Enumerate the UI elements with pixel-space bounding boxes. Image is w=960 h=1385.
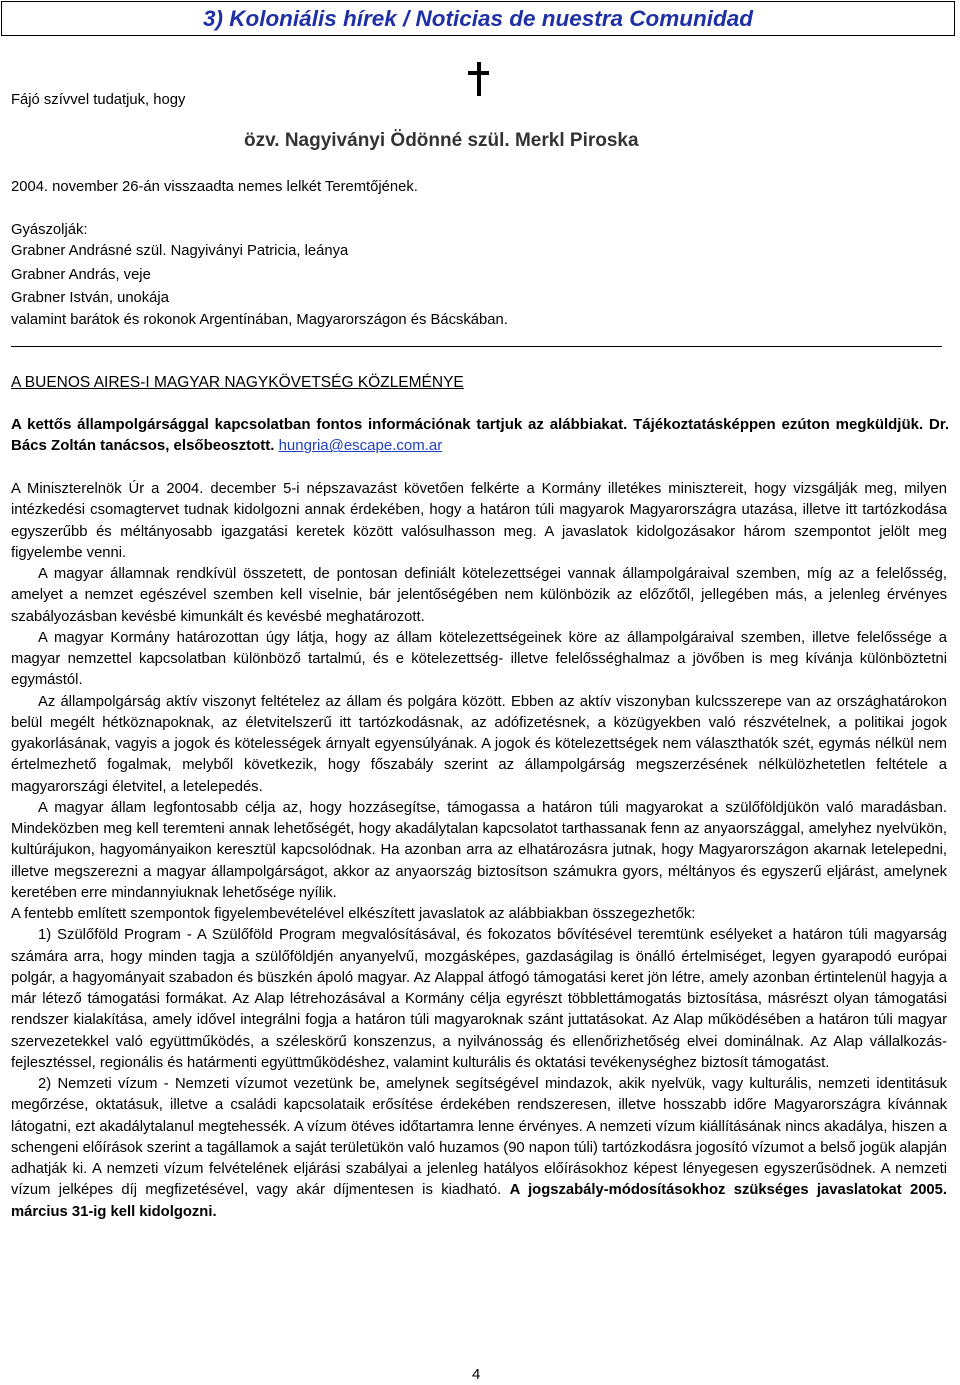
- obituary-intro: Fájó szívvel tudatjuk, hogy: [11, 92, 186, 108]
- body-paragraph: A magyar Kormány határozottan úgy látja, hogy az állam kötelezettségeinek köre az állampolgáraival szemben, illetve felelőssége a magyar nemzettel kapcsolatban különböző tartalmú, és e kötelezettség- illetve felelősséghalmaz a jövőben is meg kívánja különböztetni egymástól.: [11, 629, 947, 689]
- body-paragraph: A magyar állam legfontosabb célja az, hogy hozzásegítse, támogassa a határon túli magyarokat a szülőföldjükön való maradásban. Mindeközben meg kell teremteni annak lehetőségét, hogy akadálytalan kapcsolatot tarthassanak fenn az anyaországgal, amelyhez nyelvükön, kultúrájukon, hagyományaikon keresztül kapcsolódnak. Ha azonban arra az elhatározásra jutnak, hogy Magyarországon akarnak letelepedni, illetve megszerezni a magyar állampolgárságot, akkor az anyaország biztosítson számukra gyors, méltányos és egyszerű eljárást, amelynek keretében erre mindannyiuknak lehetősége nyílik.: [11, 799, 947, 901]
- body-paragraph: Az állampolgárság aktív viszonyt feltételez az állam és polgára között. Ebben az aktív viszonyban kulcsszerepe van az országhatárokon belül megélt hétköznapoknak, az életvitelszerű itt tartózkodásnak, az adófizetésnek, a közügyekben való részvételnek, a politikai jogok gyakorlásának, vagyis a jogok és kötelességek árnyalt egyensúlyának. A jogok és kötelezettségek nem választhatók szét, egymás nélkül nem értelmezhető fogalmak, melyből következik, hogy főszabály szerint az állampolgárság megszerzésének nélkülözhetetlen feltétele a magyarországi életvitel, a letelepedés.: [11, 693, 947, 795]
- cross-icon: [468, 62, 490, 96]
- body-paragraph: 1) Szülőföld Program - A Szülőföld Program megvalósításával, és fokozatos bővítésével teremtünk esélyeket a határon túli magyarság számára arra, hogy minden tagja a szülőföldjén anyanyelvű, mozgásképes, gazdaságilag is önálló értelmiséget, legyen gyarapodó európai polgár, a hagyományait szabadon és büszkén ápoló magyar. Az Alappal átfogó támogatási keret jön létre, amely azonban értintelenül hagyja a már létező támogatási formákat. Az Alap létrehozásával a Kormány célja egyrészt többlettámogatás biztosítása, másrészt olyan támogatási rendszer kialakítása, amely idővel integrálni fogja a határon túli magyaroknak szánt juttatásokat. Az Alap működésében a határon túli magyar szervezetekkel való együttműködés, a széleskörű konszenzus, a nyilvánosság és ellenőrizhetőség elvei dominálnak. Az Alap vállalkozás-fejlesztéssel, regionális és határmenti együttműködéshez, valamint kulturális és oktatási tevékenységhez biztosít támogatást.: [11, 927, 947, 1071]
- body-paragraph: A Miniszterelnök Úr a 2004. december 5-i népszavazást követően felkérte a Kormány illetékes minisztereit, hogy vizsgálják meg, milyen intézkedési csomagtervet tudnak kidolgozni annak érdekében, hogy a határon túli magyarok Magyarországra utazása, illetve itt tartózkodása egyszerűbb és méltányosabb igazgatási keretek között valósulhasson meg. A javaslatok kidolgozásakor három szempontot jelölt meg figyelembe venni.: [11, 481, 947, 561]
- mourner-line: Grabner István, unokája: [11, 290, 169, 306]
- visa-text: 2) Nemzeti vízum - Nemzeti vízumot vezetünk be, amelynek segítségével mindazok, akik nyelvük, vagy kulturális, nemzeti identitásuk megőrzése, oktatásuk, illetve a családi kapcsolataik erősítése érdekében rendszeresen, illetve hosszabb időre Magyarországra kívánnak látogatni, ezt akadálytalanul megtehessék. A vízum ötéves időtartamra lenne érvényes. A nemzeti vízum kiállításának nincs akadálya, hiszen a schengeni előírások szerint a tagállamok a saját területükön való huzamos (90 napon túli) tartózkodásra jogosító vízumot a belső jogük alapján adhatják ki. A nemzeti vízum felvételének eljárási szabályai a jelenleg hatályos előírásokhoz képest lényegesen egyszerűsödnek. A nemzeti vízum jelképes díj megfizetésével, vagy akár díjmentesen is kiadható.: [11, 1076, 947, 1199]
- section-title-banner: 3) Koloniális hírek / Noticias de nuestra Comunidad: [1, 1, 955, 36]
- body-paragraph: A fentebb említett szempontok figyelembevételével elkészített javaslatok az alábbiakban összegezhetők:: [11, 906, 696, 922]
- announcement-heading: A BUENOS AIRES-I MAGYAR NAGYKÖVETSÉG KÖZLEMÉNYE: [11, 374, 464, 391]
- deceased-name: özv. Nagyiványi Ödönné szül. Merkl Piroska: [244, 130, 639, 151]
- email-link[interactable]: hungria@escape.com.ar: [278, 437, 443, 455]
- mourner-line: valamint barátok és rokonok Argentínában, Magyarországon és Bácskában.: [11, 312, 508, 328]
- body-paragraph: A magyar államnak rendkívül összetett, de pontosan definiált kötelezettségei vannak állampolgáraival szemben, míg az a felelősség, amelyet a nemzet egészével szemben kell viselnie, bár jelentőségében nem különbözik az előzőtől, jellegében más, a jelenleg érvényes szabályozásban kevésbé kimunkált és kevésbé meghatározott.: [11, 566, 947, 625]
- body-paragraph-visa: [11, 1074, 947, 1223]
- mourner-line: Grabner András, veje: [11, 267, 151, 283]
- announcement-intro: [11, 414, 949, 457]
- closing-bold: A jogszabály-módosításokhoz szükséges javaslatokat 2005. március 31-ig kell kidolgozni.: [11, 1182, 947, 1220]
- section-divider: [11, 346, 942, 347]
- mourner-line: Grabner Andrásné szül. Nagyiványi Patricia, leánya: [11, 243, 349, 259]
- page-number: 4: [472, 1366, 481, 1383]
- announcement-body: [11, 479, 947, 1223]
- obituary-date-line: 2004. november 26-án visszaadta nemes lelkét Teremtőjének.: [11, 179, 418, 195]
- announcement-intro-text: A kettős állampolgársággal kapcsolatban fontos információnak tartjuk az alábbiakat. Tájékoztatásképpen ezúton megküldjük. Dr. Bács Zoltán tanácsos, elsőbeosztott.: [11, 416, 949, 455]
- mourners-label: Gyászolják:: [11, 222, 88, 238]
